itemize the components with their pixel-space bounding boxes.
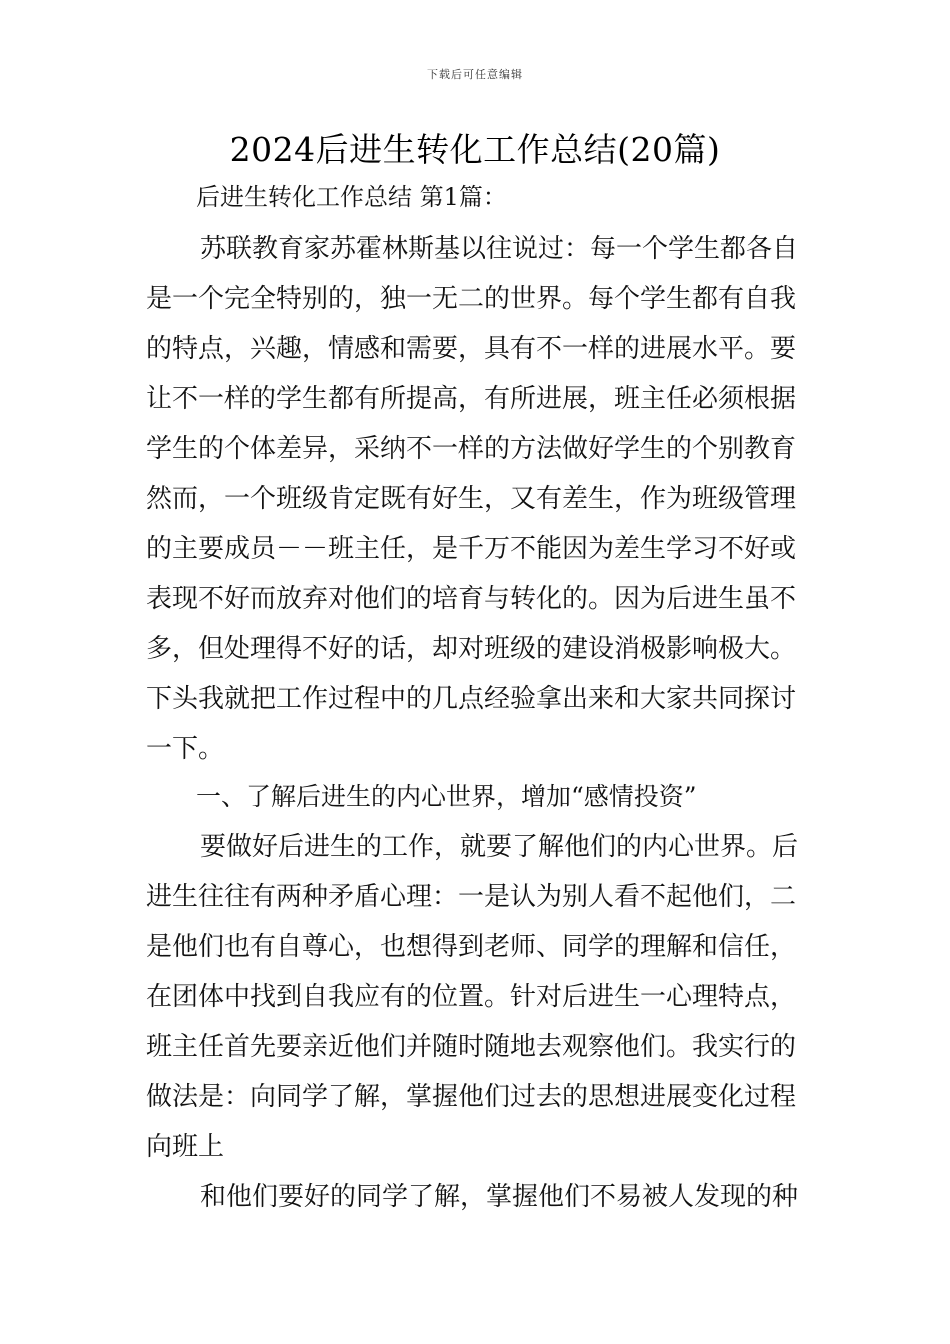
body-line: 学生的个体差异，采纳不一样的方法做好学生的个别教育 bbox=[146, 434, 797, 464]
body-line: 是他们也有自尊心，也想得到老师、同学的理解和信任， bbox=[146, 932, 797, 962]
body-line: 让不一样的学生都有所提高，有所进展，班主任必须根据 bbox=[146, 384, 797, 414]
document-title: 2024后进生转化工作总结(20篇) bbox=[229, 130, 721, 169]
body-line: 的主要成员－－班主任，是千万不能因为差生学习不好或 bbox=[146, 534, 797, 564]
body-line: 下头我就把工作过程中的几点经验拿出来和大家共同探讨 bbox=[146, 684, 797, 714]
header-note: 下载后可任意编辑 bbox=[427, 68, 523, 81]
body-line: 和他们要好的同学了解，掌握他们不易被人发现的种 bbox=[200, 1182, 799, 1212]
body-line: 在团体中找到自我应有的位置。针对后进生一心理特点， bbox=[146, 982, 797, 1012]
body-line: 表现不好而放弃对他们的培育与转化的。因为后进生虽不 bbox=[146, 584, 797, 614]
body-line: 做法是：向同学了解，掌握他们过去的思想进展变化过程 bbox=[146, 1082, 797, 1112]
section-subtitle: 后进生转化工作总结 第1篇： bbox=[196, 183, 507, 211]
body-line: 向班上 bbox=[146, 1132, 225, 1162]
body-line: 然而，一个班级肯定既有好生，又有差生，作为班级管理 bbox=[146, 484, 797, 514]
body-line: 的特点，兴趣，情感和需要，具有不一样的进展水平。要 bbox=[146, 334, 797, 364]
body-line: 要做好后进生的工作，就要了解他们的内心世界。后 bbox=[200, 832, 799, 862]
body-line: 班主任首先要亲近他们并随时随地去观察他们。我实行的 bbox=[146, 1032, 797, 1062]
body-line: 苏联教育家苏霍林斯基以往说过：每一个学生都各自 bbox=[200, 234, 799, 264]
body-line: 进生往往有两种矛盾心理：一是认为别人看不起他们，二 bbox=[146, 882, 797, 912]
section-heading: 一、了解后进生的内心世界，增加“感情投资” bbox=[196, 782, 697, 811]
body-line: 多，但处理得不好的话，却对班级的建设消极影响极大。 bbox=[146, 634, 797, 664]
body-line: 一下。 bbox=[146, 734, 225, 764]
body-line: 是一个完全特别的，独一无二的世界。每个学生都有自我 bbox=[146, 284, 797, 314]
